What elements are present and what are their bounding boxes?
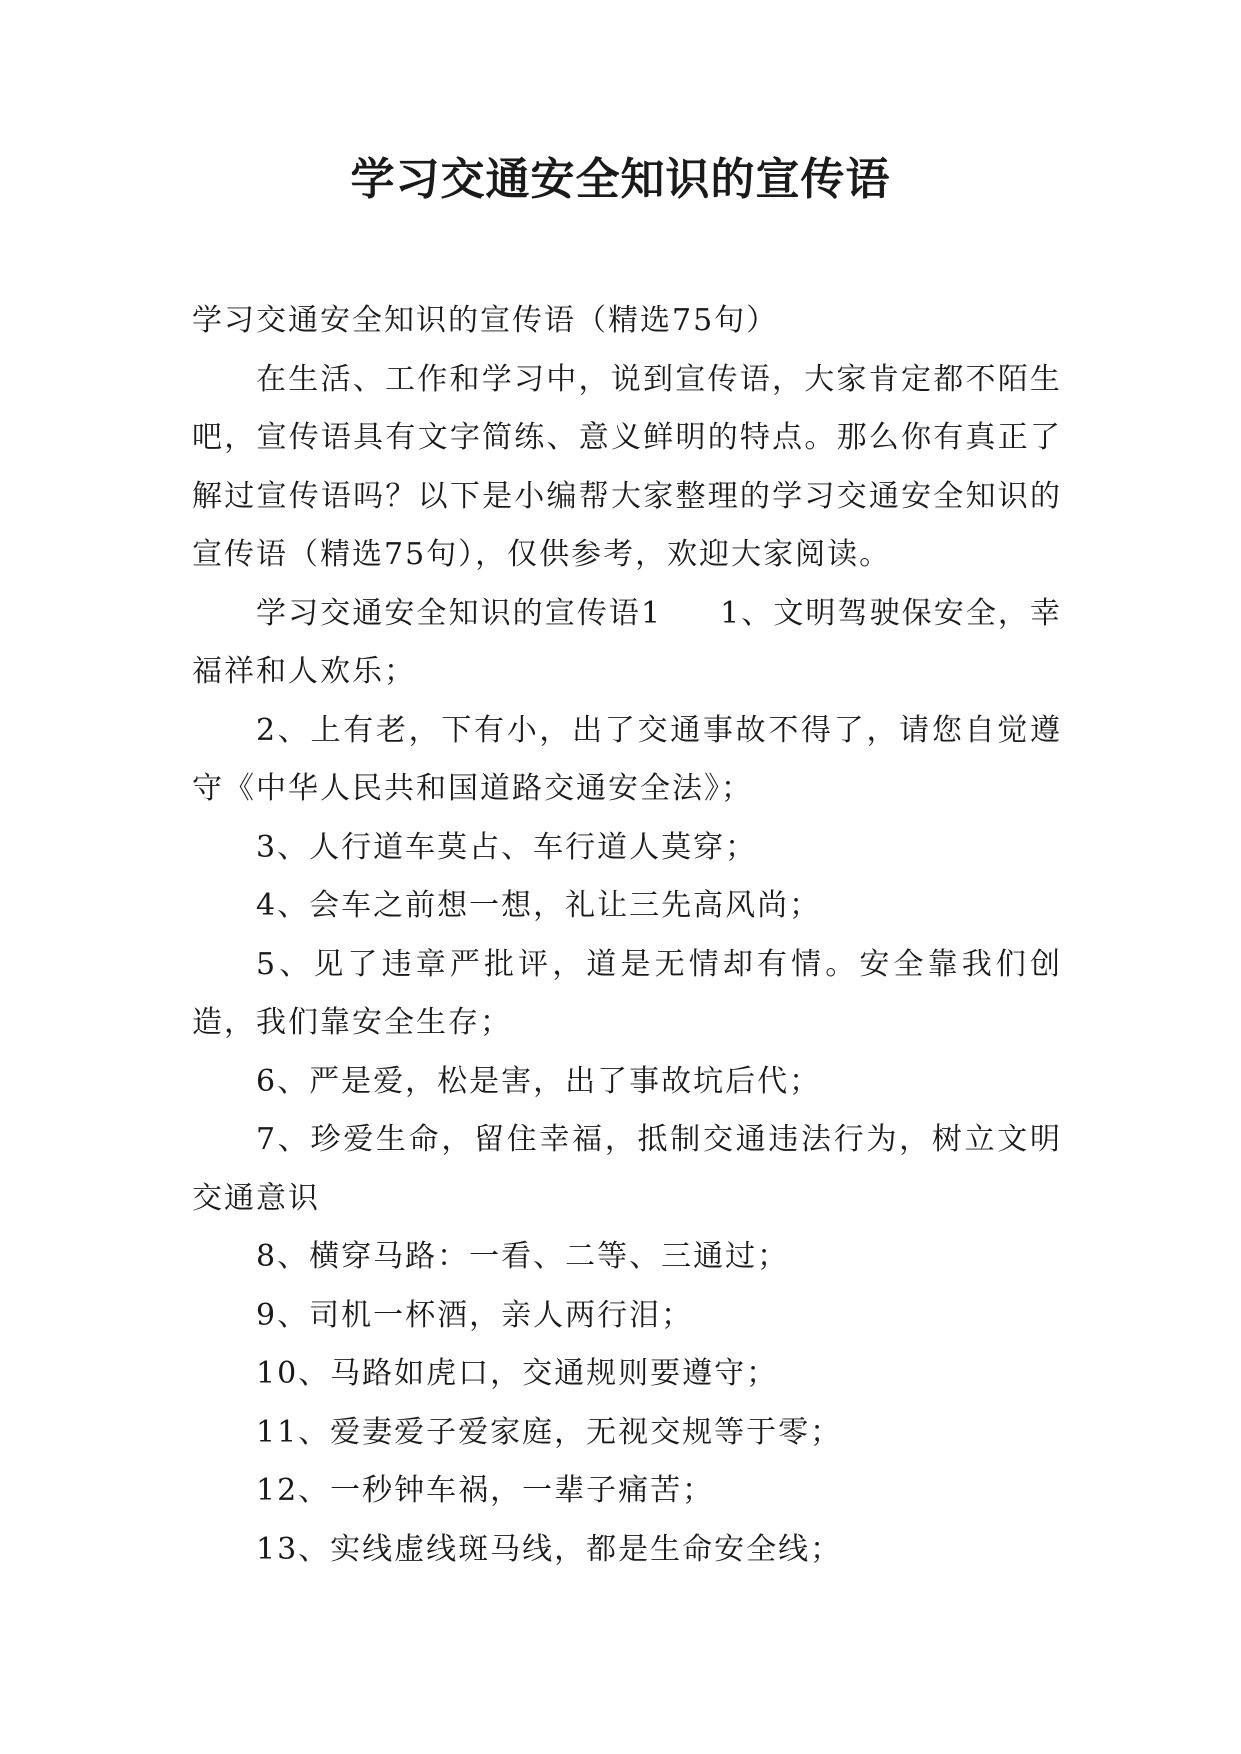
section-heading: 学习交通安全知识的宣传语1	[256, 595, 663, 631]
list-item: 5、见了违章严批评，道是无情却有情。安全靠我们创造，我们靠安全生存；	[192, 946, 1062, 1040]
list-item: 13、实线虚线斑马线，都是生命安全线；	[256, 1531, 843, 1567]
list-item: 11、爱妻爱子爱家庭，无视交规等于零；	[256, 1414, 843, 1450]
list-item: 12、一秒钟车祸，一辈子痛苦；	[256, 1473, 715, 1508]
list-item: 7、珍爱生命，留住幸福，抵制交通违法行为，树立文明交通意识	[192, 1122, 1062, 1216]
document-body	[192, 292, 1062, 1579]
intro-paragraph: 在生活、工作和学习中，说到宣传语，大家肯定都不陌生吧，宣传语具有文字简练、意义鲜明的特点。那么你有真正了解过宣传语吗？以下是小编帮大家整理的学习交通安全知识的宣传语（精选75句），仅供参考，欢迎大家阅读。	[192, 361, 1062, 572]
list-item: 4、会车之前想一想，礼让三先高风尚；	[256, 888, 822, 923]
list-item: 6、严是爱，松是害，出了事故坑后代；	[256, 1063, 822, 1099]
list-item: 10、马路如虎口，交通规则要遵守；	[256, 1356, 779, 1391]
list-item: 1、文明驾驶保安全，幸福祥和人欢乐；	[192, 595, 1062, 689]
list-item: 3、人行道车莫占、车行道人莫穿；	[256, 829, 758, 865]
page-title: 学习交通安全知识的宣传语	[350, 154, 891, 205]
list-item: 8、横穿马路：一看、二等、三通过；	[256, 1239, 790, 1274]
list-item: 2、上有老，下有小，出了交通事故不得了，请您自觉遵守《中华人民共和国道路交通安全法》；	[192, 712, 1062, 806]
list-item: 9、司机一杯酒，亲人两行泪；	[256, 1297, 694, 1333]
subtitle: 学习交通安全知识的宣传语（精选75句）	[192, 303, 779, 338]
section-paragraph	[192, 585, 1062, 702]
